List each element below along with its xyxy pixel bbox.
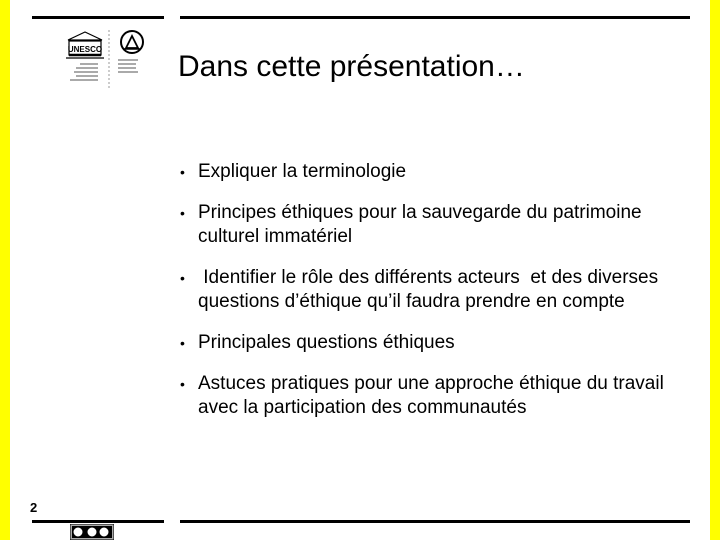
bullet-dot-icon: • — [180, 164, 185, 180]
bottom-left-rule — [32, 520, 164, 523]
ich-emblem-icon — [121, 31, 143, 53]
unesco-ich-logo — [60, 28, 160, 92]
bullet-text: Principales questions éthiques — [198, 332, 455, 353]
slide — [10, 0, 710, 540]
bullet-dot-icon: • — [180, 335, 185, 351]
slide-title: Dans cette présentation… — [178, 50, 525, 83]
bullet-text: Identifier le rôle des différents acteurs et des diverses questions d’éthique qu’il faudra prendre en compte — [198, 267, 664, 312]
bullet-item — [178, 160, 698, 184]
top-left-rule — [32, 16, 164, 19]
bullet-list — [178, 160, 698, 437]
bullet-text: Astuces pratiques pour une approche éthique du travail avec la participation des communautés — [198, 373, 664, 418]
bottom-right-rule — [180, 520, 690, 523]
top-right-rule — [180, 16, 690, 19]
bullet-item — [178, 266, 698, 314]
unesco-wordmark: UNESCO — [67, 45, 103, 54]
creative-commons-license-icon[interactable] — [70, 524, 114, 540]
bullet-dot-icon: • — [180, 205, 185, 221]
bullet-item — [178, 372, 698, 420]
bullet-item — [178, 331, 698, 355]
bullet-dot-icon: • — [180, 270, 185, 286]
bullet-text: Expliquer la terminologie — [198, 161, 407, 182]
bullet-dot-icon: • — [180, 376, 185, 392]
unesco-org-text-lines — [70, 64, 98, 80]
bullet-text: Principes éthiques pour la sauvegarde du patrimoine culturel immatériel — [198, 202, 642, 247]
ich-text-lines — [118, 60, 138, 72]
page-number: 2 — [30, 500, 38, 515]
bullet-item — [178, 201, 698, 249]
